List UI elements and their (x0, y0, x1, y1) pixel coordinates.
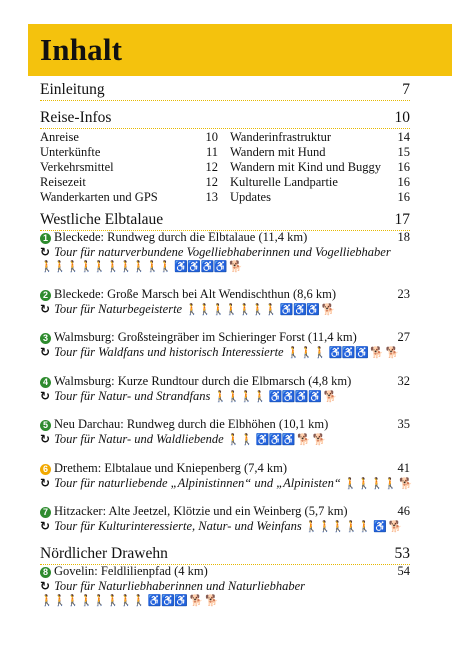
toc-item-anreise[interactable]: Anreise (40, 130, 79, 144)
route-7-page: 46 (397, 504, 410, 518)
toc-item-page: 10 (205, 130, 218, 144)
toc-item-page: 16 (397, 175, 410, 189)
route-8-icons: 🚶🚶🚶🚶🚶🚶🚶🚶 ♿♿♿ 🐕 🐕 (40, 595, 219, 607)
route-6-subtitle: ↻ Tour für naturliebende „Alpinistinnen“ und „Alpinisten“ 🚶🚶🚶🚶 🐕 (40, 476, 413, 490)
toc-item-page: 12 (205, 175, 218, 189)
route-3-icons: 🚶🚶🚶 ♿♿♿ 🐕 🐕 (286, 347, 400, 359)
section-page: 7 (402, 81, 410, 98)
route-1-page: 18 (397, 230, 410, 244)
route-7-icons: 🚶🚶🚶🚶🚶 ♿ 🐕 (304, 521, 402, 533)
route-number-badge: 3 (40, 333, 51, 344)
loop-route-icon: ↻ (40, 245, 51, 259)
route-5-icons: 🚶🚶 ♿♿♿ 🐕 🐕 (226, 434, 326, 446)
route-2-title[interactable]: 2 Bleckede: Große Marsch bei Alt Wendischthun (8,6 km) (40, 287, 336, 301)
route-number-badge: 6 (40, 464, 51, 475)
loop-route-icon: ↻ (40, 476, 51, 490)
route-2-icons: 🚶🚶🚶🚶🚶🚶🚶 ♿♿♿ 🐕 (185, 304, 335, 316)
toc-item-verkehrsmittel[interactable]: Verkehrsmittel (40, 160, 114, 174)
loop-route-icon: ↻ (40, 579, 51, 593)
route-6-icons: 🚶🚶🚶🚶 🐕 (343, 478, 413, 490)
header-bar (28, 24, 452, 76)
route-number-badge: 5 (40, 420, 51, 431)
toc-item-page: 15 (397, 145, 410, 159)
route-1-title[interactable]: 1 Bleckede: Rundweg durch die Elbtalaue (11,4 km) (40, 230, 307, 244)
route-7-title[interactable]: 7 Hitzacker: Alte Jeetzel, Klötzie und ein Weinberg (5,7 km) (40, 504, 348, 518)
route-4-subtitle: ↻ Tour für Natur- und Strandfans 🚶🚶🚶🚶 ♿♿♿♿ 🐕 (40, 389, 337, 403)
toc-section-westliche-elbtalaue[interactable] (40, 210, 410, 231)
route-5-subtitle: ↻ Tour für Natur- und Waldliebende 🚶🚶 ♿♿♿ 🐕 🐕 (40, 432, 326, 446)
route-3-page: 27 (397, 330, 410, 344)
loop-route-icon: ↻ (40, 302, 51, 316)
section-page: 10 (394, 109, 410, 126)
route-8-subtitle: ↻ Tour für Naturliebhaberinnen und Naturliebhaber (40, 579, 306, 593)
route-4-title[interactable]: 4 Walmsburg: Kurze Rundtour durch die Elbmarsch (4,8 km) (40, 374, 351, 388)
route-5-page: 35 (397, 417, 410, 431)
toc-item-wanderinfrastruktur[interactable]: Wanderinfrastruktur (230, 130, 332, 144)
toc-item-page: 12 (205, 160, 218, 174)
toc-item-wanderkarten[interactable]: Wanderkarten und GPS (40, 190, 158, 204)
route-number-badge: 7 (40, 507, 51, 518)
toc-item-kind-buggy[interactable]: Wandern mit Kind und Buggy (230, 160, 382, 174)
loop-route-icon: ↻ (40, 389, 51, 403)
toc-item-page: 14 (397, 130, 410, 144)
route-6-title[interactable]: 6 Drethem: Elbtalaue und Kniepenberg (7,4 km) (40, 461, 287, 475)
toc-item-hund[interactable]: Wandern mit Hund (230, 145, 326, 159)
route-7-subtitle: ↻ Tour für Kulturinteressierte, Natur- und Weinfans 🚶🚶🚶🚶🚶 ♿ 🐕 (40, 519, 402, 533)
route-8-title[interactable]: 8 Govelin: Feldlilienpfad (4 km) (40, 564, 208, 578)
route-number-badge: 2 (40, 290, 51, 301)
toc-section-noerdlicher-drawehn[interactable] (40, 544, 410, 565)
route-3-subtitle: ↻ Tour für Waldfans und historisch Interessierte 🚶🚶🚶 ♿♿♿ 🐕 🐕 (40, 345, 400, 359)
section-title: Nördlicher Drawehn (40, 545, 168, 562)
loop-route-icon: ↻ (40, 432, 51, 446)
route-number-badge: 4 (40, 377, 51, 388)
route-2-subtitle: ↻ Tour für Naturbegeisterte 🚶🚶🚶🚶🚶🚶🚶 ♿♿♿ 🐕 (40, 302, 335, 316)
route-8-page: 54 (397, 564, 410, 578)
route-1-icons: 🚶🚶🚶🚶🚶🚶🚶🚶🚶🚶 ♿♿♿♿ 🐕 (40, 261, 243, 273)
route-1-subtitle: ↻ Tour für naturverbundene Vogelliebhaberinnen und Vogelliebhaber (40, 245, 391, 259)
route-5-title[interactable]: 5 Neu Darchau: Rundweg durch die Elbhöhen (10,1 km) (40, 417, 328, 431)
toc-item-page: 11 (205, 145, 218, 159)
route-2-page: 23 (397, 287, 410, 301)
route-4-page: 32 (397, 374, 410, 388)
toc-item-page: 16 (397, 190, 410, 204)
loop-route-icon: ↻ (40, 345, 51, 359)
toc-item-page: 13 (205, 190, 218, 204)
section-page: 53 (394, 545, 410, 562)
toc-item-page: 16 (397, 160, 410, 174)
loop-route-icon: ↻ (40, 519, 51, 533)
section-title: Reise-Infos (40, 109, 112, 126)
toc-section-reiseinfos[interactable] (40, 108, 410, 129)
section-title: Westliche Elbtalaue (40, 211, 164, 228)
toc-section-einleitung[interactable] (40, 80, 410, 101)
toc-item-updates[interactable]: Updates (230, 190, 271, 204)
toc-item-kulturelle-landpartie[interactable]: Kulturelle Landpartie (230, 175, 338, 189)
page-title: Inhalt (40, 32, 123, 67)
route-number-badge: 8 (40, 567, 51, 578)
route-4-icons: 🚶🚶🚶🚶 ♿♿♿♿ 🐕 (213, 391, 337, 403)
route-3-title[interactable]: 3 Walmsburg: Großsteingräber im Schieringer Forst (11,4 km) (40, 330, 357, 344)
route-6-page: 41 (397, 461, 410, 475)
toc-item-unterkuenfte[interactable]: Unterkünfte (40, 145, 101, 159)
route-number-badge: 1 (40, 233, 51, 244)
section-title: Einleitung (40, 81, 105, 98)
section-page: 17 (394, 211, 410, 228)
toc-item-reisezeit[interactable]: Reisezeit (40, 175, 86, 189)
